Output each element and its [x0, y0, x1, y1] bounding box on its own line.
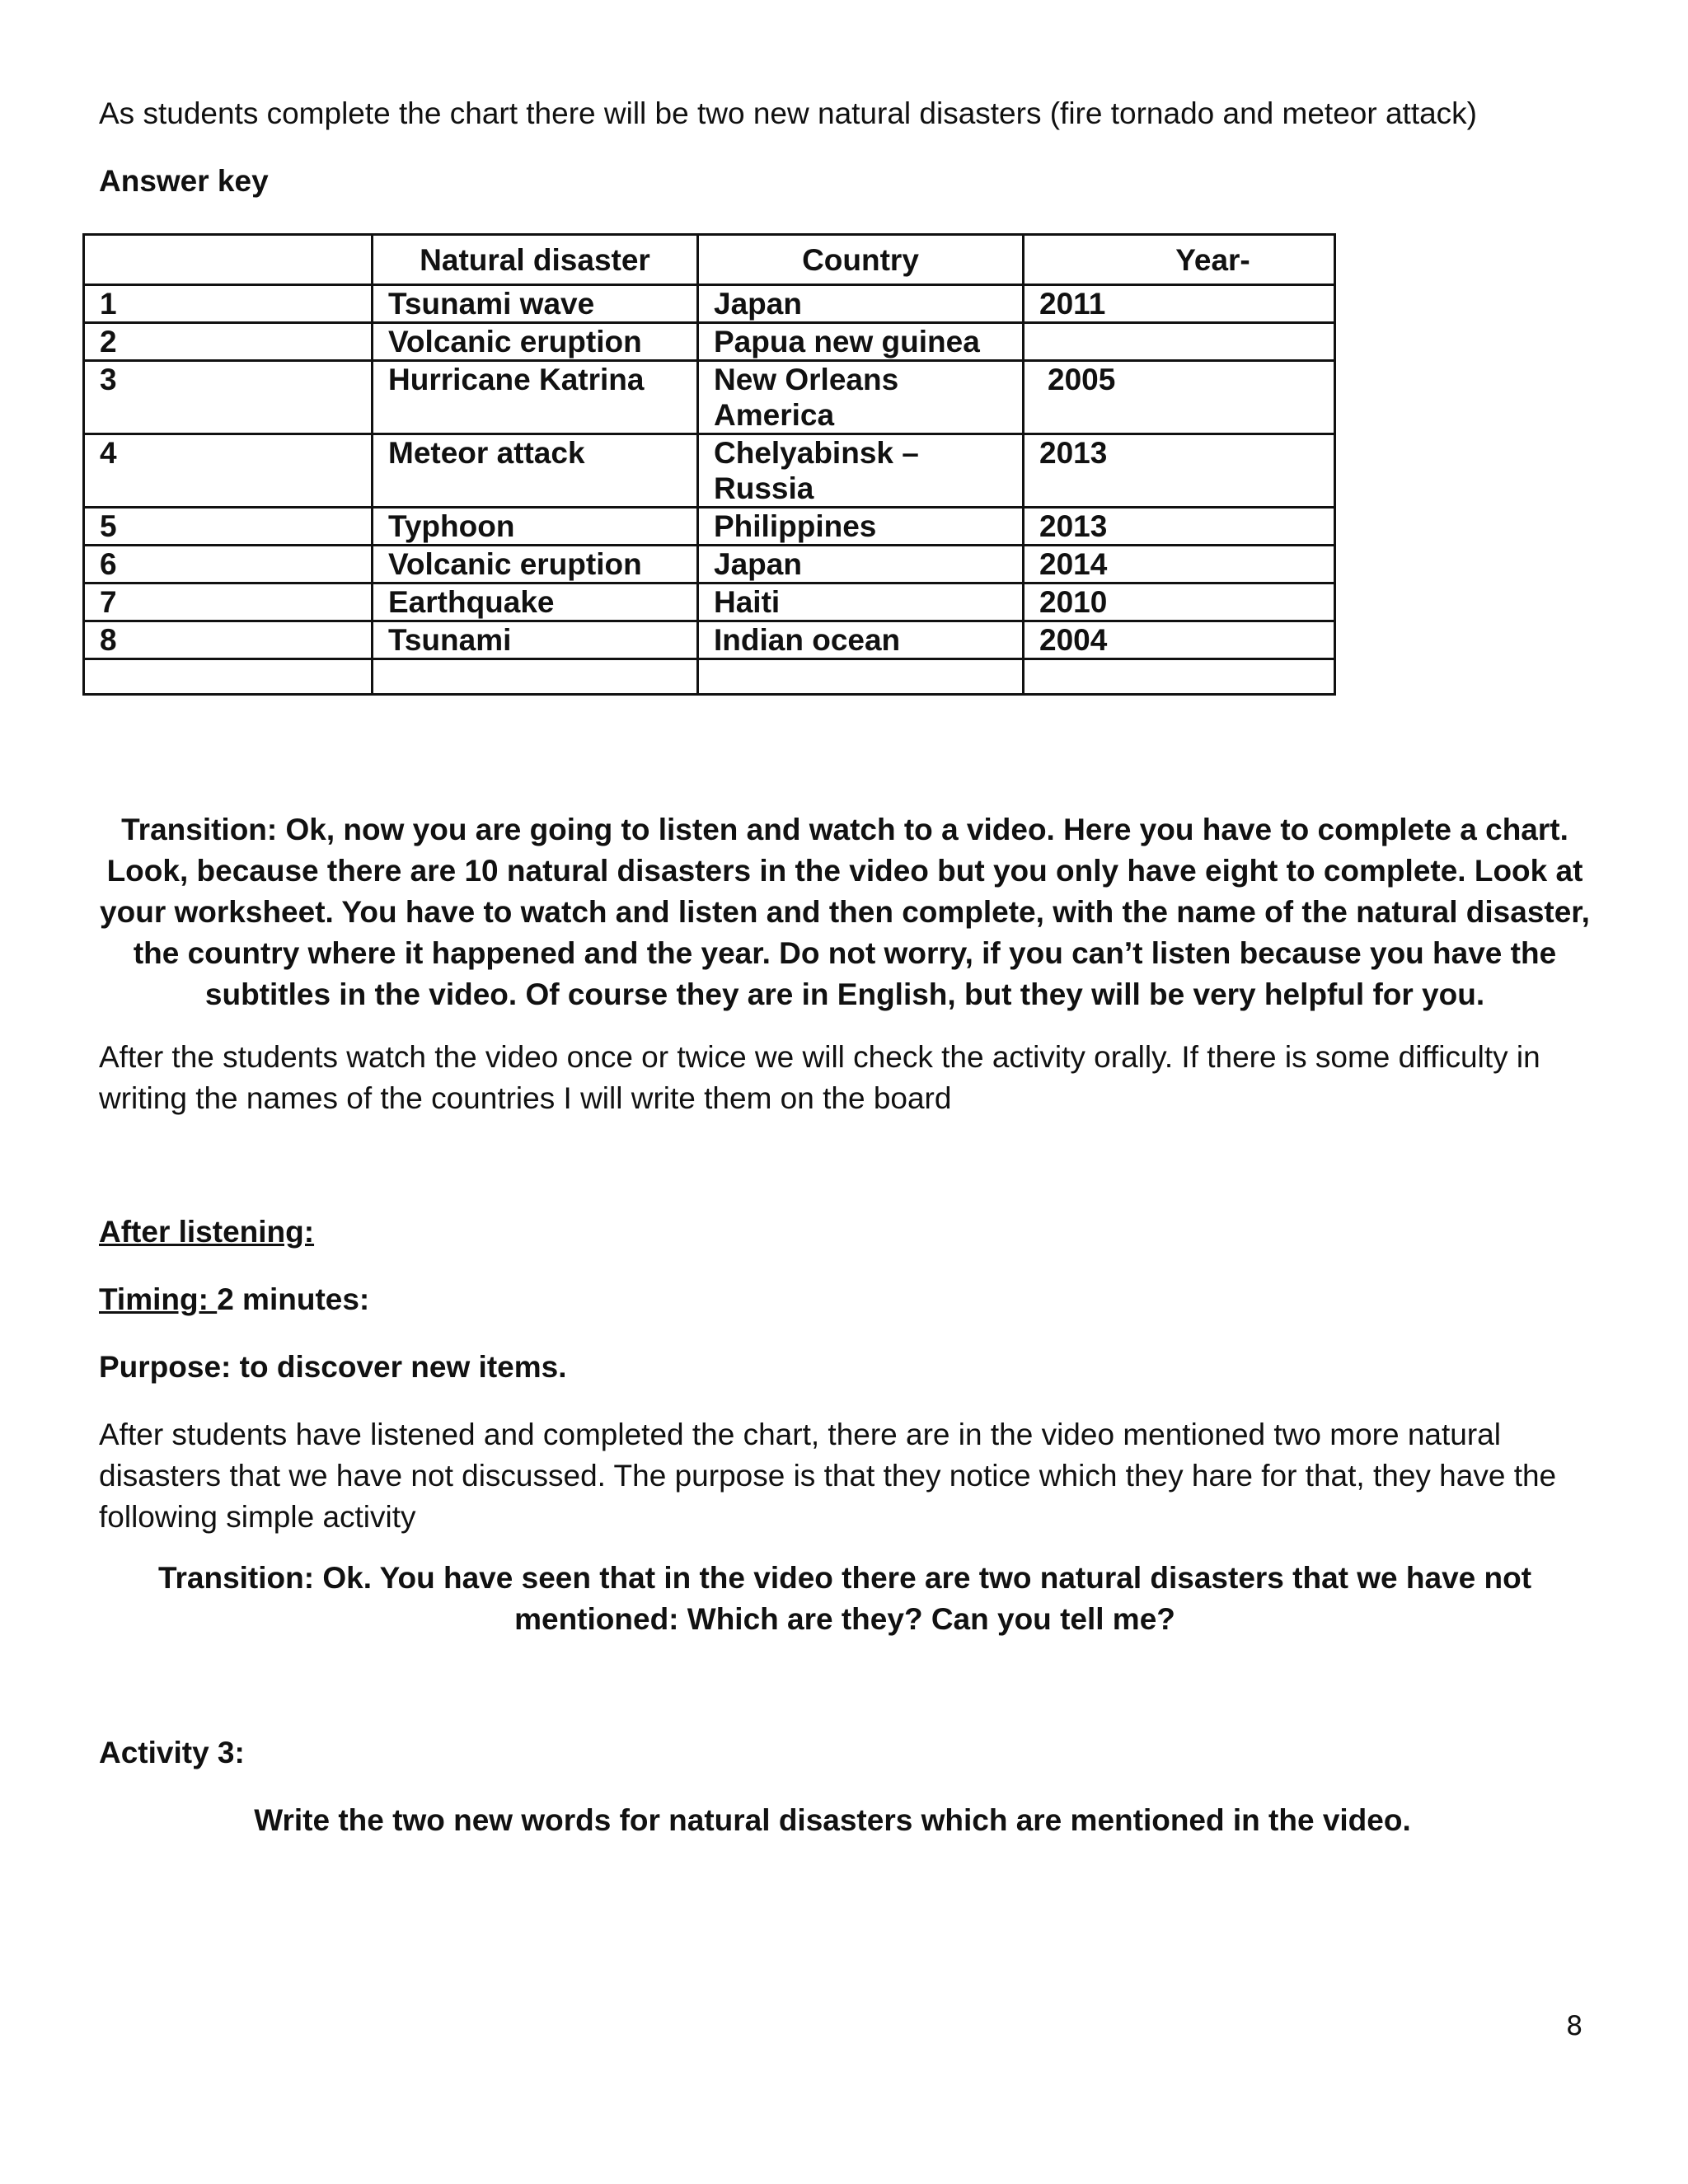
table-cell: Tsunami wave	[373, 285, 698, 323]
purpose-line: Purpose: to discover new items.	[99, 1350, 567, 1384]
table-header-cell	[84, 235, 373, 285]
table-cell: 7	[84, 583, 373, 621]
table-row	[84, 583, 1335, 621]
table-cell: 2011	[1024, 285, 1335, 323]
table-cell: Philippines	[698, 508, 1024, 546]
table-cell: Chelyabinsk – Russia	[698, 434, 1024, 508]
table-cell	[1024, 659, 1335, 695]
transition-text-1: Transition: Ok, now you are going to listen and watch to a video. Here you have to complete a chart. Look, because there are 10 natural disasters in the video but you only have eight to complete. Look at your worksheet. You have to watch and listen and then complete, with the name of the natural disaster, the country where it happened and the year. Do not worry, if you can’t listen because you have the subtitles in the video. Of course they are in English, but they will be very helpful for you.	[100, 813, 1590, 1011]
table-row	[84, 659, 1335, 695]
timing-label: Timing:	[99, 1282, 218, 1316]
transition-text-2: Transition: Ok. You have seen that in the video there are two natural disasters that we have not mentioned: Which are they? Can you tell me?	[157, 1561, 1532, 1636]
table-row	[84, 621, 1335, 659]
table-cell: 1	[84, 285, 373, 323]
table-header-cell: Country	[698, 235, 1024, 285]
table-cell: Volcanic eruption	[373, 546, 698, 583]
table-row	[84, 361, 1335, 434]
table-cell: Typhoon	[373, 508, 698, 546]
intro-text: As students complete the chart there will be two new natural disasters (fire tornado and meteor attack)	[99, 96, 1477, 130]
table-cell: 2014	[1024, 546, 1335, 583]
table-cell: Japan	[698, 546, 1024, 583]
table-cell: 2013	[1024, 508, 1335, 546]
table-cell: Hurricane Katrina	[373, 361, 698, 434]
activity-instruction: Write the two new words for natural disasters which are mentioned in the video.	[254, 1803, 1411, 1837]
table-cell: 4	[84, 434, 373, 508]
table-cell: Indian ocean	[698, 621, 1024, 659]
table-cell: Haiti	[698, 583, 1024, 621]
table-row	[84, 546, 1335, 583]
table-cell: 6	[84, 546, 373, 583]
table-cell	[373, 659, 698, 695]
after-listening-heading: After listening:	[99, 1215, 315, 1249]
table-cell	[84, 659, 373, 695]
table-cell: 2013	[1024, 434, 1335, 508]
table-row	[84, 285, 1335, 323]
table-cell: 2010	[1024, 583, 1335, 621]
paragraph-new-disasters: After students have listened and completed the chart, there are in the video mentioned two more natural disasters that we have not discussed. The purpose is that they notice which they hare for that, they have the following simple activity	[99, 1418, 1557, 1534]
table-cell	[698, 659, 1024, 695]
timing-line	[99, 1279, 1599, 1320]
table-cell: Tsunami	[373, 621, 698, 659]
table-cell: 5	[84, 508, 373, 546]
table-cell: 2	[84, 323, 373, 361]
table-cell: 8	[84, 621, 373, 659]
table-row	[84, 434, 1335, 508]
table-header-row	[84, 235, 1335, 285]
table-cell	[1024, 323, 1335, 361]
answer-key-heading: Answer key	[99, 164, 269, 198]
page-number: 8	[1566, 2010, 1583, 2041]
activity-heading: Activity 3:	[99, 1736, 245, 1769]
answer-key-table	[82, 233, 1336, 696]
table-header-cell: Natural disaster	[373, 235, 698, 285]
table-cell: New Orleans America	[698, 361, 1024, 434]
paragraph-check-activity: After the students watch the video once or twice we will check the activity orally. If there is some difficulty in writing the names of the countries I will write them on the board	[99, 1040, 1540, 1115]
table-cell: Meteor attack	[373, 434, 698, 508]
table-cell: Earthquake	[373, 583, 698, 621]
timing-value: 2 minutes:	[217, 1282, 370, 1316]
table-cell: 2004	[1024, 621, 1335, 659]
table-header-cell: Year-	[1024, 235, 1335, 285]
table-cell: 2005	[1024, 361, 1335, 434]
table-row	[84, 323, 1335, 361]
table-cell: Papua new guinea	[698, 323, 1024, 361]
table-cell: Japan	[698, 285, 1024, 323]
table-row	[84, 508, 1335, 546]
table-cell: Volcanic eruption	[373, 323, 698, 361]
table-cell: 3	[84, 361, 373, 434]
